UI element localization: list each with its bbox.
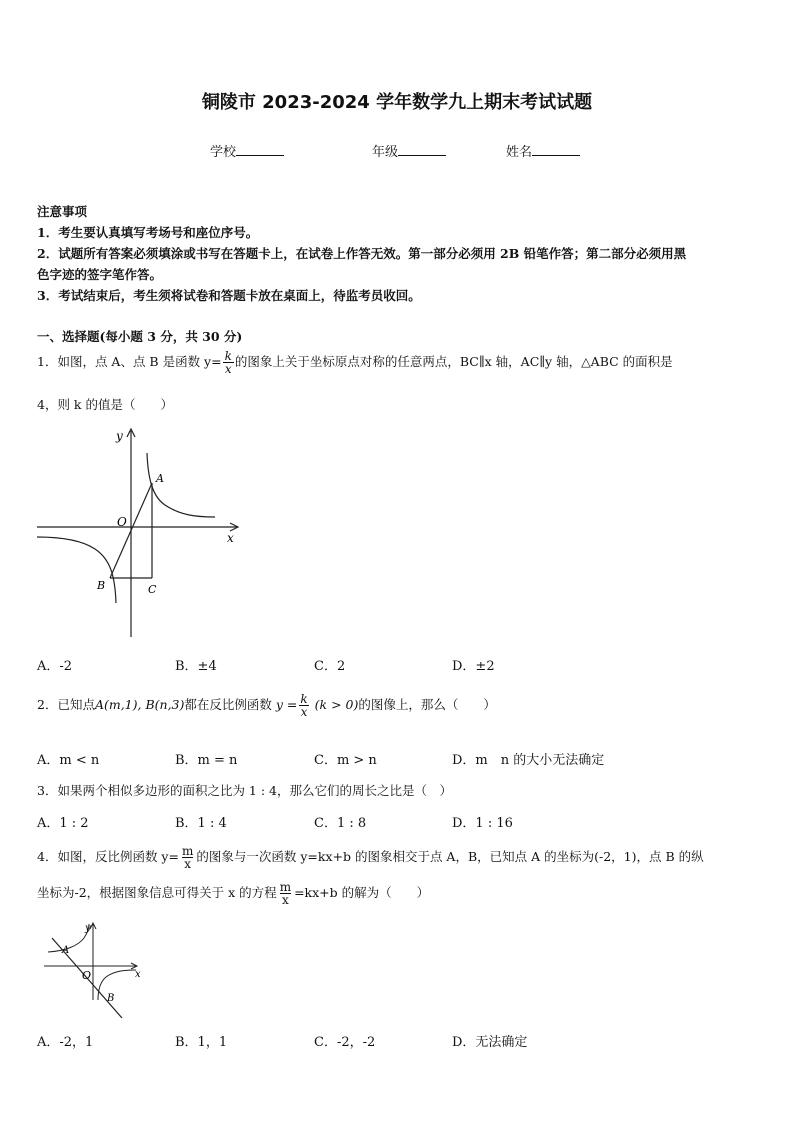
q4-option-a[interactable]: A．-2，1 [37, 1035, 94, 1050]
q1-option-d[interactable]: D．±2 [452, 659, 495, 674]
q4-line2-post: =kx+b 的解为（ ） [294, 885, 430, 900]
q4-post: 的图象与一次函数 y=kx+b 的图象相交于点 A，B，已知点 A 的坐标为(-2，1)，点 B 的纵 [196, 849, 704, 864]
hyperbola-branch-upper [147, 453, 215, 517]
question-3-line: 3．如果两个相似多边形的面积之比为 1 : 4，那么它们的周长之比是（ ） [37, 783, 452, 798]
point-a-label: A [62, 945, 70, 956]
point-a-label: A [156, 472, 164, 485]
origin-label: O [117, 515, 127, 529]
q2-fraction [298, 693, 309, 718]
school-field[interactable] [210, 141, 284, 160]
point-b-label: B [97, 579, 106, 592]
q4-option-d[interactable]: D．无法确定 [452, 1035, 528, 1050]
name-blank[interactable] [532, 143, 580, 156]
point-c-label: C [148, 583, 157, 596]
fraction-denominator: x [184, 857, 192, 871]
q4-fraction-2 [278, 881, 293, 906]
q1-pre: 1．如图，点 A、点 B 是函数 y= [37, 354, 222, 369]
fraction-denominator: x [281, 893, 289, 907]
grade-field[interactable] [372, 141, 446, 160]
q4-option-b[interactable]: B．1，1 [175, 1035, 228, 1050]
q4-option-c[interactable]: C．-2，-2 [314, 1035, 376, 1050]
question-4-line-2 [37, 881, 429, 906]
school-blank[interactable] [236, 143, 284, 156]
q2-y-eq: y = [275, 697, 298, 712]
q1-figure [35, 425, 245, 640]
q2-option-c[interactable]: C．m > n [314, 753, 377, 768]
x-axis-label: x [227, 531, 234, 545]
notes-item: 2．试题所有答案必须填涂或书写在答题卡上，在试卷上作答无效。第一部分必须用 2B 铅笔作答；第二部分必须用黑 [37, 246, 687, 261]
question-2-line [37, 693, 496, 718]
question-1-line-2: 4，则 k 的值是（ ） [37, 397, 173, 412]
q2-option-a[interactable]: A．m < n [37, 753, 100, 768]
hyperbola-branch-lower-right [98, 970, 136, 1000]
name-field[interactable] [506, 141, 580, 160]
q1-option-c[interactable]: C．2 [314, 659, 346, 674]
q4-line2-pre: 坐标为-2，根据图象信息可得关于 x 的方程 [37, 885, 277, 900]
school-label: 学校 [210, 145, 237, 160]
q2-pre: 2．已知点 [37, 697, 95, 712]
section-heading: 一、选择题(每小题 3 分，共 30 分) [37, 329, 243, 344]
q3-option-b[interactable]: B．1 : 4 [175, 816, 227, 831]
q4-figure [40, 920, 150, 1024]
q1-fraction [223, 350, 234, 375]
q3-option-d[interactable]: D．1 : 16 [452, 816, 513, 831]
q4-pre: 4．如图，反比例函数 y= [37, 849, 179, 864]
question-1-line-1 [37, 350, 673, 375]
fraction-numerator: m [279, 880, 292, 894]
q2-points: A(m,1), B(n,3) [94, 697, 185, 712]
fraction-numerator: k [224, 349, 232, 363]
fraction-numerator: k [300, 692, 308, 706]
fraction-denominator: x [224, 362, 232, 376]
q1-option-b[interactable]: B．±4 [175, 659, 217, 674]
q2-condition: (k > 0) [314, 697, 359, 712]
fraction-numerator: m [181, 844, 194, 858]
point-b-label: B [107, 993, 115, 1004]
q3-option-c[interactable]: C．1 : 8 [314, 816, 367, 831]
question-4-line-1 [37, 845, 704, 870]
q1-option-a[interactable]: A．-2 [37, 659, 73, 674]
notes-item: 1．考生要认真填写考场号和座位序号。 [37, 225, 259, 240]
origin-label: O [82, 969, 92, 982]
y-axis-label: y [116, 429, 123, 443]
q2-option-b[interactable]: B．m = n [175, 753, 238, 768]
notes-item: 3．考试结束后，考生须将试卷和答题卡放在桌面上，待监考员收回。 [37, 288, 421, 303]
q2-mid: 都在反比例函数 [184, 697, 272, 712]
hyperbola-branch-lower [37, 537, 116, 603]
x-axis-label: x [135, 969, 141, 980]
fraction-denominator: x [300, 705, 308, 719]
q3-option-a[interactable]: A．1 : 2 [37, 816, 89, 831]
q4-fraction [180, 845, 195, 870]
notes-item: 色字迹的签字笔作答。 [37, 267, 163, 282]
q2-option-d[interactable]: D．m n 的大小无法确定 [452, 753, 605, 768]
grade-blank[interactable] [398, 143, 446, 156]
exam-title: 铜陵市 2023-2024 学年数学九上期末考试试题 [201, 92, 593, 113]
grade-label: 年级 [372, 145, 399, 160]
name-label: 姓名 [506, 145, 533, 160]
notes-heading: 注意事项 [37, 204, 88, 219]
y-axis-label: y [85, 923, 91, 934]
q1-post: 的图象上关于坐标原点对称的任意两点，BC∥x 轴，AC∥y 轴，△ABC 的面积是 [234, 354, 673, 369]
q2-post: 的图像上，那么（ ） [358, 697, 496, 712]
